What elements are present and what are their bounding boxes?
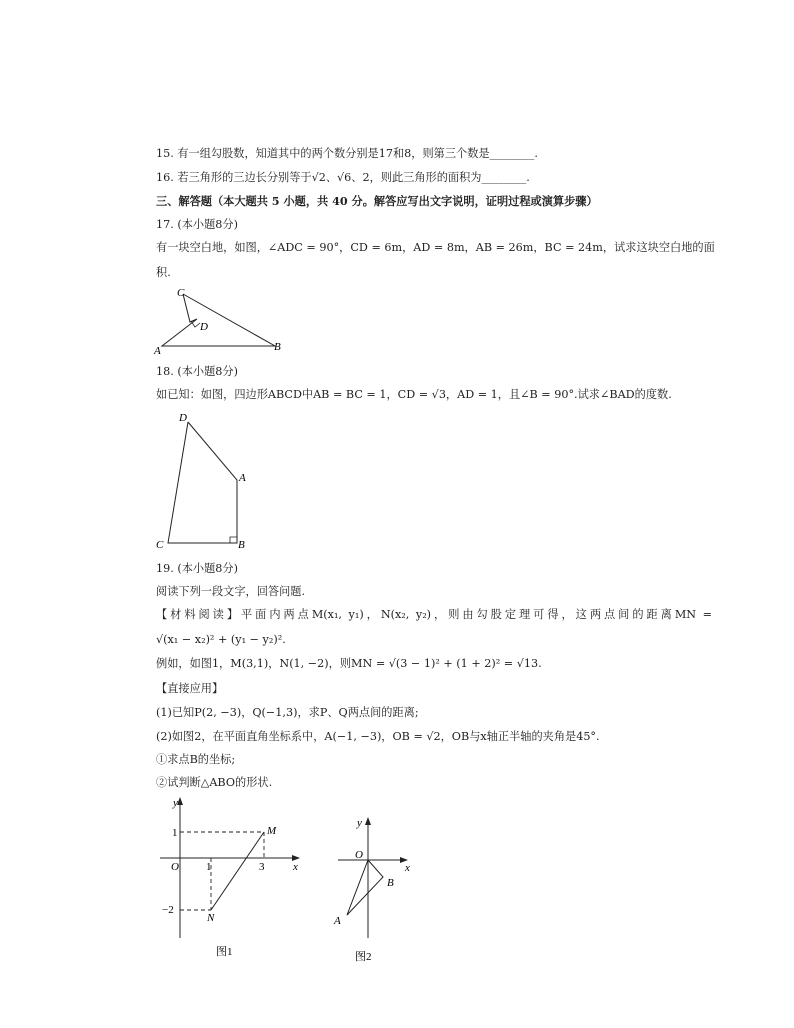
q18-label-d: D [179, 412, 187, 424]
q19-example: 例如，如图1，M(3,1)，N(1, −2)，则MN = √(3 − 1)² + (1 + 2)² = √13. [156, 657, 542, 670]
fig1-x-tick-1: 1 [206, 861, 212, 873]
fig2-y-label: y [357, 817, 362, 829]
fig1-x-label: x [293, 861, 298, 873]
q19-sub-2: ②试判断△ABO的形状. [156, 776, 273, 789]
q19-apply-title: 【直接应用】 [156, 682, 224, 695]
q19-part-2: (2)如图2，在平面直角坐标系中，A(−1, −3)，OB = √2，OB与x轴正半轴的夹角是45°. [156, 730, 600, 743]
q19-part-1: (1)已知P(2, −3)，Q(−1,3)，求P、Q两点间的距离; [156, 706, 419, 719]
q18-figure [150, 405, 260, 555]
q19-material: 【材料阅读】平面内两点M(x₁, y₁)，N(x₂, y₂)，则由勾股定理可得，这两点间的距离MN = [156, 608, 712, 621]
q19-sub-1: ①求点B的坐标; [156, 753, 236, 766]
fig1-caption: 图1 [216, 946, 233, 958]
q17-label-a: A [154, 345, 161, 357]
question-15: 15. 有一组勾股数，知道其中的两个数分别是17和8，则第三个数是________. [156, 147, 538, 160]
q19-intro: 阅读下列一段文字，回答问题. [156, 585, 305, 598]
q17-figure [150, 282, 290, 358]
q18-label-b: B [238, 539, 245, 551]
q17-text-cont: 积. [156, 266, 171, 279]
fig2-origin: O [355, 849, 363, 861]
q18-header: 18. (本小题8分) [156, 365, 238, 378]
q17-label-b: B [274, 341, 281, 353]
question-16: 16. 若三角形的三边长分别等于√2、√6、2，则此三角形的面积为________. [156, 171, 530, 184]
q17-text: 有一块空白地，如图，∠ADC = 90°，CD = 6m，AD = 8m，AB = 26m，BC = 24m，试求这块空白地的面 [156, 241, 715, 254]
figure-2 [330, 812, 430, 968]
fig1-y-label: y [173, 797, 178, 809]
q18-label-c: C [156, 539, 164, 551]
q19-header: 19. (本小题8分) [156, 562, 238, 575]
q17-label-d: D [200, 321, 208, 333]
fig1-label-m: M [267, 825, 277, 837]
fig1-y-tick-1: 1 [172, 827, 178, 839]
fig2-caption: 图2 [355, 951, 372, 963]
section-3-heading: 三、解答题（本大题共 5 小题，共 40 分。解答应写出文字说明，证明过程或演算步骤） [156, 194, 598, 208]
q17-header: 17. (本小题8分) [156, 218, 238, 231]
fig1-label-n: N [207, 912, 215, 924]
fig2-x-label: x [405, 862, 410, 874]
q17-label-c: C [177, 287, 185, 299]
figure-1 [150, 792, 310, 962]
q18-label-a: A [239, 472, 246, 484]
q19-material-formula: √(x₁ − x₂)² + (y₁ − y₂)². [156, 633, 286, 646]
fig1-y-tick-neg2: −2 [162, 904, 174, 916]
q18-text: 如已知：如图，四边形ABCD中AB = BC = 1，CD = √3，AD = 1，且∠B = 90°.试求∠BAD的度数. [156, 388, 672, 401]
fig1-x-tick-3: 3 [259, 861, 265, 873]
fig2-label-b: B [387, 877, 394, 889]
fig2-label-a: A [334, 915, 341, 927]
fig1-origin: O [171, 861, 179, 873]
